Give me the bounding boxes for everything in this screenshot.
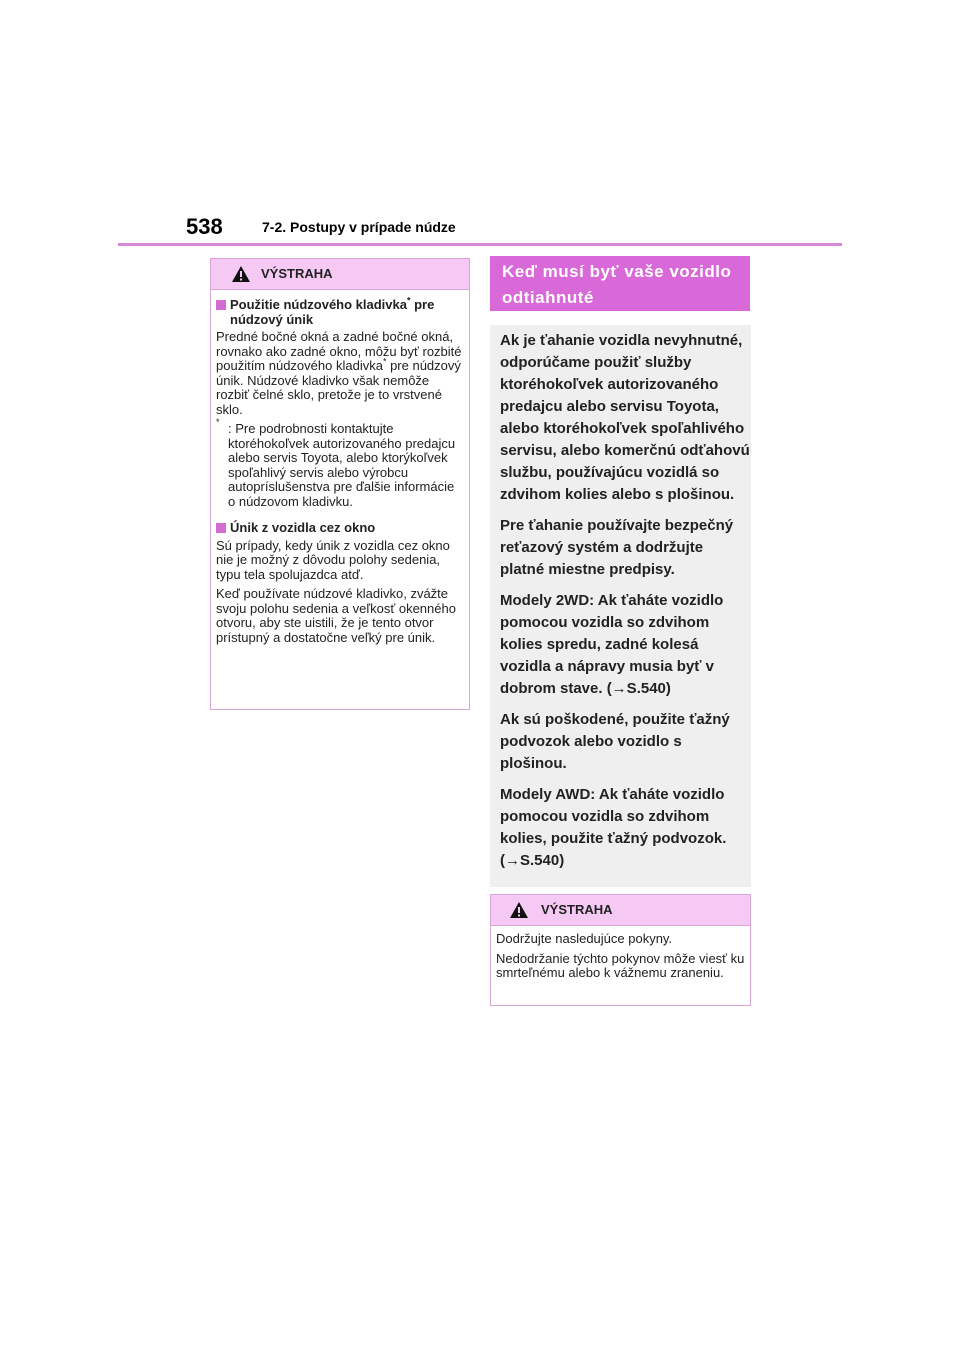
warning-paragraph-2: Nedodržanie týchto pokynov môže viesť ku smrteľnému alebo k vážnemu zraneniu. xyxy=(496,950,745,980)
warning-triangle-icon xyxy=(509,901,529,919)
warning-header xyxy=(491,895,750,926)
warning-label: VÝSTRAHA xyxy=(261,266,333,281)
footnote-mark: * xyxy=(382,356,387,367)
paragraph-hammer xyxy=(216,330,464,417)
section-heading: Keď musí byť vaše vozidlo odtiahnuté xyxy=(490,256,750,311)
info-paragraph-1: Ak je ťahanie vozidla nevyhnutné, odporúčame použiť služby ktoréhokoľvek autorizovaného predajcu alebo servisu Toyota, alebo ktoréhokoľvek spoľahlivého servisu, alebo komerčnú odťahovú službu, používajúcu vozidlá so zdvihom kolies alebo s plošinou. xyxy=(500,332,750,503)
bullet-square-icon xyxy=(216,523,226,533)
chapter-title: 7-2. Postupy v prípade núdze xyxy=(262,219,456,235)
header-rule xyxy=(118,243,842,246)
footnote-text: : Pre podrobnosti kontaktujte ktoréhokoľvek autorizovaného predajcu alebo servis Toyota, alebo ktorýkoľvek spoľahlivý servis alebo výrobcu autopríslušenstva pre ďalšie informácie o núdzovom kladivku. xyxy=(228,421,456,509)
subsection-title-text: Únik z vozidla cez okno xyxy=(230,520,376,535)
warning-box-right xyxy=(490,894,751,1006)
paragraph-text: Predné bočné okná a zadné bočné okná, rovnako ako zadné okno, môžu byť rozbité použitím núdzového kladivka xyxy=(216,329,462,373)
info-paragraph-5: Modely AWD: Ak ťaháte vozidlo pomocou vozidla so zdvihom kolies, použite ťažný podvozok. (→S.540) xyxy=(500,786,727,869)
warning-label: VÝSTRAHA xyxy=(541,902,613,917)
warning-header xyxy=(211,259,469,290)
warning-body xyxy=(211,290,469,658)
page-number: 538 xyxy=(186,214,223,239)
footnote: * : Pre podrobnosti kontaktujte ktoréhokoľvek autorizovaného predajcu alebo servis Toyota, alebo ktorýkoľvek spoľahlivý servis alebo výrobcu autopríslušenstva pre ďalšie informácie o núdzovom kladivku. xyxy=(216,417,456,509)
info-paragraph-2: Pre ťahanie používajte bezpečný reťazový systém a dodržujte platné miestne predpisy. xyxy=(500,517,734,578)
subsection-title-text-end: pre núdzový únik xyxy=(230,297,435,327)
warning-body xyxy=(491,926,750,994)
warning-paragraph-1: Dodržujte nasledujúce pokyny. xyxy=(496,931,673,946)
footnote-mark: * xyxy=(406,295,411,306)
paragraph-window-2: Keď používate núdzové kladivko, zvážte svoju polohu sedenia a veľkosť okenného otvoru, aby ste uistili, že je tento otvor prístupný a dostatočne veľký pre únik. xyxy=(216,586,456,645)
info-paragraph-4: Ak sú poškodené, použite ťažný podvozok alebo vozidlo s plošinou. xyxy=(500,711,730,772)
subsection-title-window-escape xyxy=(216,521,464,536)
towing-info-box xyxy=(490,325,751,887)
bullet-square-icon xyxy=(216,300,226,310)
subsection-title-text: Použitie núdzového kladivka xyxy=(230,297,407,312)
paragraph-window-1: Sú prípady, kedy únik z vozidla cez okno nie je možný z dôvodu polohy sedenia, typu tela spolujazdca atď. xyxy=(216,537,450,582)
warning-box-left xyxy=(210,258,470,710)
subsection-title-emergency-hammer xyxy=(216,295,464,327)
info-paragraph-3: Modely 2WD: Ak ťaháte vozidlo pomocou vozidla so zdvihom kolies spredu, zadné kolesá vozidla a nápravy musia byť v dobrom stave. (→S.540) xyxy=(500,592,724,697)
warning-triangle-icon xyxy=(231,265,251,283)
paragraph-text-end: pre núdzový únik. Núdzové kladivko však nemôže rozbiť čelné sklo, pretože je to vrstvené sklo. xyxy=(216,358,461,417)
